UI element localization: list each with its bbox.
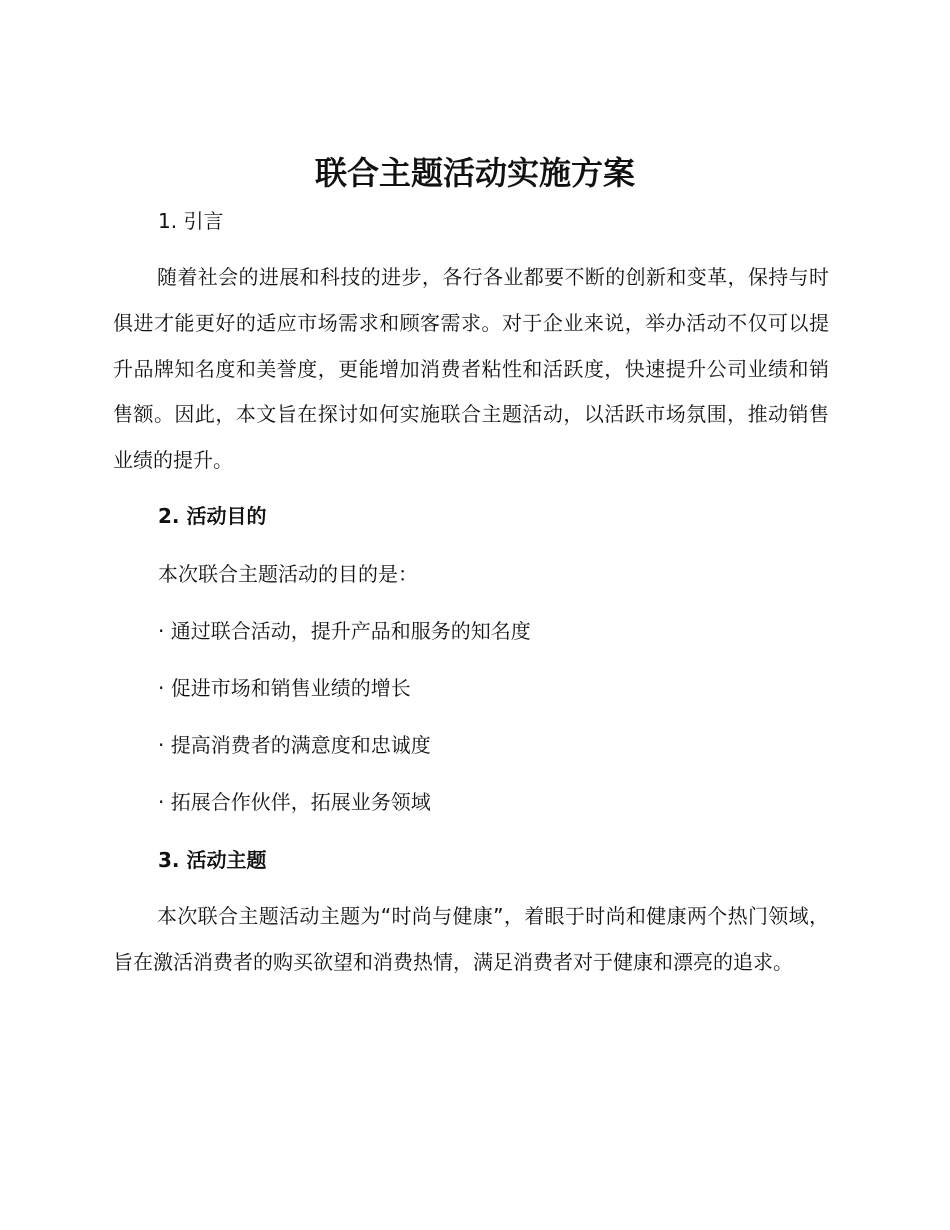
purpose-bullet-3: · 提高消费者的满意度和忠诚度	[158, 733, 431, 757]
section-heading-theme: 3. 活动主题	[158, 848, 267, 872]
purpose-intro: 本次联合主题活动的目的是：	[158, 562, 418, 586]
introduction-paragraph: 随着社会的进展和科技的进步，各行各业都要不断的创新和变革，保持与时俱进才能更好的适应市场需求和顾客需求。对于企业来说，举办活动不仅可以提升品牌知名度和美誉度，更能增加消费者粘性和活跃度，快速提升公司业绩和销售额。因此，本文旨在探讨如何实施联合主题活动，以活跃市场氛围，推动销售业绩的提升。	[113, 265, 829, 473]
theme-paragraph: 本次联合主题活动主题为“时尚与健康”，着眼于时尚和健康两个热门领域，旨在激活消费者的购买欲望和消费热情，满足消费者对于健康和漂亮的追求。	[113, 904, 829, 974]
purpose-bullet-2: · 促进市场和销售业绩的增长	[158, 676, 411, 700]
section-heading-purpose: 2. 活动目的	[158, 504, 267, 528]
purpose-bullet-1: · 通过联合活动，提升产品和服务的知名度	[158, 619, 531, 643]
section-heading-introduction: 1. 引言	[158, 209, 224, 233]
purpose-bullet-4: · 拓展合作伙伴，拓展业务领域	[158, 790, 431, 814]
document-title: 联合主题活动实施方案	[314, 154, 635, 192]
